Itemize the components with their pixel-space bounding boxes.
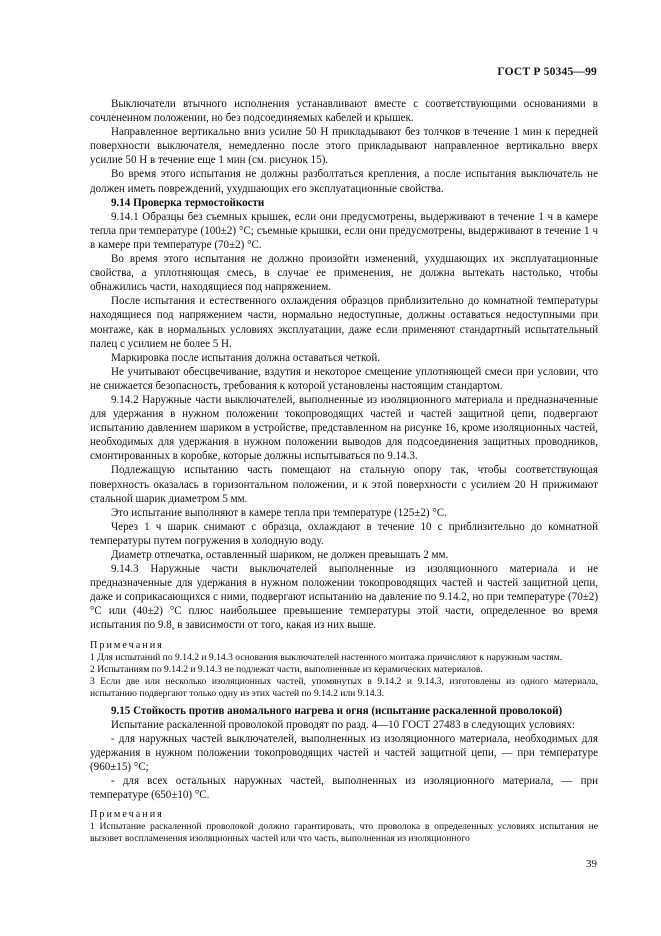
note: 3 Если две или несколько изоляционных частей, упомянутых в 9.14.2 и 9.14.3, изготовлены из одного материала, испытанию подвергают только одну из этих частей по 9.14.2 или 9.14.3. (90, 675, 598, 699)
paragraph: 9.14.1 Образцы без съемных крышек, если они предусмотрены, выдерживают в течение 1 ч в камере тепла при температуре (100±2) °С; съемные крышки, если они предусмотрены, выдерживают в течение 1 ч в камере при температуре (70±2) °С. (90, 210, 598, 251)
paragraph: Диаметр отпечатка, оставленный шариком, не должен превышать 2 мм. (111, 549, 449, 561)
paragraph: Направленное вертикально вниз усилие 50 Н прикладывают без толчков в течение 1 мин к передней поверхности выключателя, немедленно после этого прикладывают направленное вертикально вверх усилие 50 Н в течение еще 1 мин (см. рисунок 15). (90, 126, 598, 167)
paragraph: 9.14.2 Наружные части выключателей, выполненные из изоляционного материала и предназначенные для удержания в нужном положении токопроводящих частей и частей защитной цепи, подвергают испытанию давлением шариком в устройстве, представленном на рисунке 16, кроме изоляционных частей, необходимых для удержания в нужном положении выводов для подсоединения защитных проводников, смонтированных в коробке, которые должны испытываться по 9.14.3. (90, 393, 598, 463)
paragraph: Во время этого испытания не должны разболтаться крепления, а после испытания выключатель не должен иметь повреждений, ухудшающих его эксплуатационные свойства. (90, 168, 598, 195)
paragraph: Подлежащую испытанию часть помещают на стальную опору так, чтобы соответствующая поверхность оказалась в горизонтальном положении, и к этой поверхности с усилием 20 Н прижимают стальной шарик диаметром 5 мм. (90, 464, 598, 505)
notes-title: Примечания (90, 639, 164, 651)
list-item: - для всех остальных наружных частей, выполненных из изоляционного материала, — при температуре (650±10) °С. (90, 775, 598, 802)
paragraph: Испытание раскаленной проволокой проводят по разд. 4—10 ГОСТ 27483 в следующих условиях: (111, 718, 575, 731)
document-header-code: ГОСТ Р 50345—99 (497, 66, 597, 78)
paragraph: 9.14.3 Наружные части выключателей выполненные из изоляционного материала и не предназначенные для удержания в нужном положении токопроводящих частей и частей защитной цепи, даже и соприкасающихся с ними, подвергают испытанию на давление по 9.14.2, но при температуре (70±2) °С или (40±2) °С плюс наибольшее превышение температуры этой части, определенное во время испытания по 9.8, в зависимости от того, какая из них выше. (90, 563, 598, 632)
notes-title: Примечания (90, 809, 164, 821)
note: 1 Испытание раскаленной проволокой должно гарантировать, что проволока в определенных условиях испытания не вызовет воспламенения изоляционных частей или что часть, выполненная из изоляционного (90, 821, 598, 845)
paragraph: После испытания и естественного охлаждения образцов приблизительно до комнатной температуры находящиеся под напряжением части, нормально недоступные, должны оставаться недоступными при монтаже, как в нормальных условиях эксплуатации, даже если применяют стандартный испытательный палец с усилием не более 5 Н. (90, 295, 598, 350)
list-item: - для наружных частей выключателей, выполненных из изоляционного материала, необходимых для удержания в нужном положении токопроводящих частей и частей защитной цепи, — при температуре (960±15) °С; (90, 732, 598, 773)
paragraph: Через 1 ч шарик снимают с образца, охлаждают в течение 10 с приблизительно до комнатной температуры путем погружения в холодную воду. (90, 520, 598, 547)
document-body (90, 97, 598, 845)
paragraph: Не учитывают обесцвечивание, вздутия и некоторое смещение уплотняющей смеси при условии, что не снижается безопасность, требования к которой установлены настоящим стандартом. (90, 365, 598, 392)
note: 2 Испытаниям по 9.14.2 и 9.14.3 не подлежат части, выполненные из керамических материалов. (90, 663, 483, 675)
note: 1 Для испытаний по 9.14.2 и 9.14.3 основания выключателей настенного монтажа причисляют к наружным частям. (90, 651, 563, 663)
paragraph: Выключатели втычного исполнения устанавливают вместе с соответствующими основаниями в сочлененном положении, но без подсоединяемых кабелей и крышек. (90, 98, 598, 125)
paragraph: Маркировка после испытания должна оставаться четкой. (111, 351, 381, 364)
section-heading-9-15: 9.15 Стойкость против аномального нагрева и огня (испытание раскаленной проволокой) (111, 704, 563, 717)
page-number: 39 (586, 858, 597, 870)
paragraph: Это испытание выполняют в камере тепла при температуре (125±2) °С. (111, 506, 447, 519)
paragraph: Во время этого испытания не должно произойти изменений, ухудшающих их эксплуатационные свойства, а уплотняющая смесь, в случае ее применения, не должна вытекать настолько, чтобы обнажились части, находящиеся под напряжением. (90, 253, 598, 294)
section-heading-9-14: 9.14 Проверка термостойкости (111, 196, 265, 209)
